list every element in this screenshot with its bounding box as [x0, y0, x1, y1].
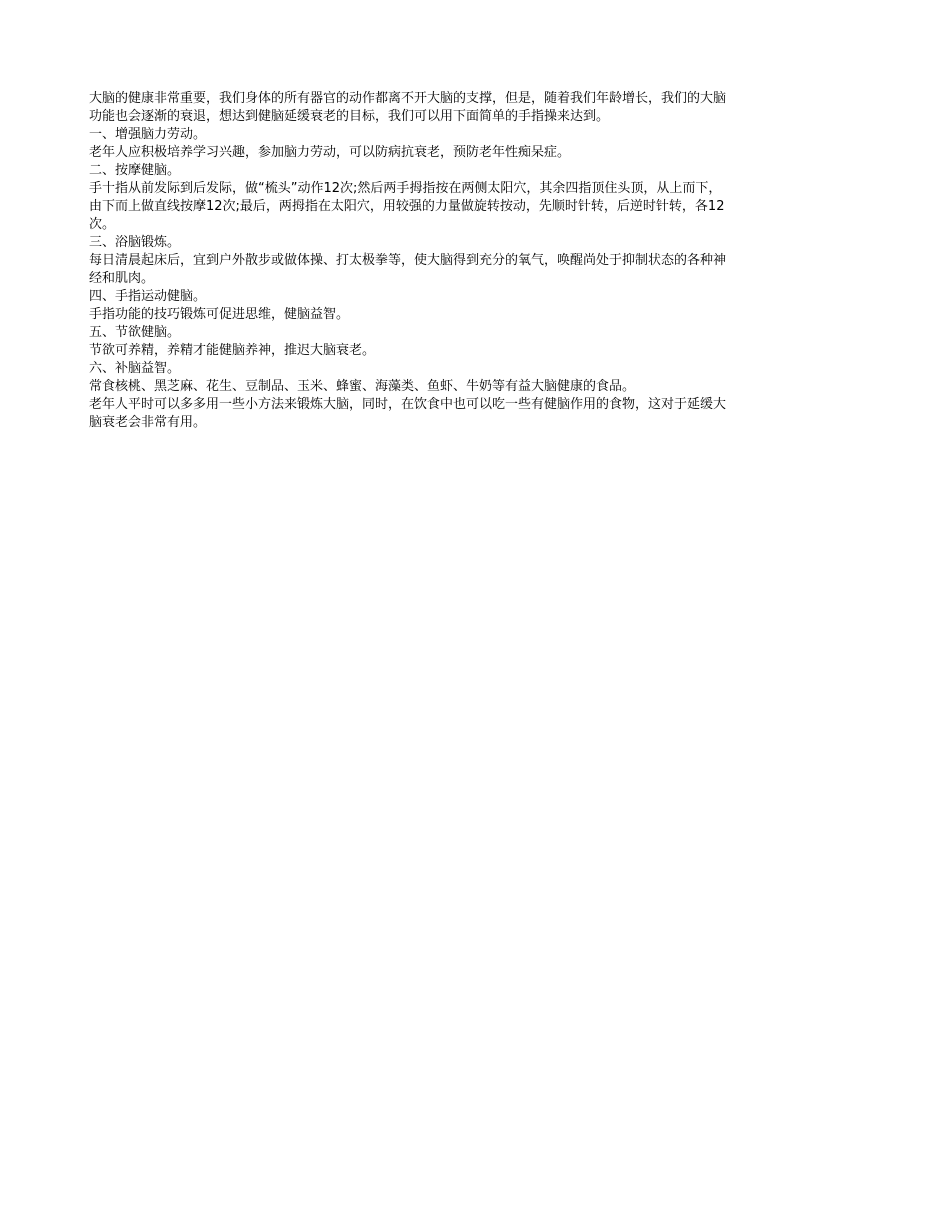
text-line: 由下而上做直线按摩12次;最后，两拇指在太阳穴，用较强的力量做旋转按动，先顺时针转，后逆时针转，各12 [89, 199, 725, 214]
section-body-5 [89, 342, 861, 360]
text-line: 手指功能的技巧锻炼可促进思维，健脑益智。 [89, 307, 350, 322]
text-line: 手十指从前发际到后发际，做“梳头”动作12次;然后两手拇指按在两侧太阳穴，其余四指顶住头顶，从上而下， [89, 181, 722, 196]
section-heading-2 [89, 162, 861, 180]
text-line: 节欲可养精，养精才能健脑养神，推迟大脑衰老。 [89, 343, 376, 358]
section-heading-4 [89, 288, 861, 306]
section-heading-3 [89, 234, 861, 252]
heading-line: 一、增强脑力劳动。 [89, 127, 207, 142]
intro-paragraph [89, 90, 861, 126]
heading-line: 四、手指运动健脑。 [89, 289, 207, 304]
section-heading-6 [89, 360, 861, 378]
section-body-6 [89, 378, 861, 396]
text-line: 老年人应积极培养学习兴趣，参加脑力劳动，可以防病抗衰老，预防老年性痴呆症。 [89, 145, 571, 160]
text-line: 每日清晨起床后，宜到户外散步或做体操、打太极拳等，使大脑得到充分的氧气，唤醒尚处于抑制状态的各种神 [89, 253, 727, 268]
document-body [89, 90, 861, 432]
text-line: 常食核桃、黑芝麻、花生、豆制品、玉米、蜂蜜、海藻类、鱼虾、牛奶等有益大脑健康的食品。 [89, 379, 636, 394]
text-line: 大脑的健康非常重要，我们身体的所有器官的动作都离不开大脑的支撑，但是，随着我们年龄增长，我们的大脑 [89, 91, 727, 106]
text-line: 老年人平时可以多多用一些小方法来锻炼大脑，同时，在饮食中也可以吃一些有健脑作用的食物，这对于延缓大 [89, 397, 727, 412]
conclusion-paragraph [89, 396, 861, 432]
heading-line: 二、按摩健脑。 [89, 163, 181, 178]
text-line: 次。 [89, 217, 116, 232]
text-line: 脑衰老会非常有用。 [89, 415, 207, 430]
heading-line: 六、补脑益智。 [89, 361, 181, 376]
section-body-1 [89, 144, 861, 162]
section-body-2 [89, 180, 861, 234]
section-body-4 [89, 306, 861, 324]
heading-line: 三、浴脑锻炼。 [89, 235, 181, 250]
heading-line: 五、节欲健脑。 [89, 325, 181, 340]
section-heading-1 [89, 126, 861, 144]
section-heading-5 [89, 324, 861, 342]
section-body-3 [89, 252, 861, 288]
text-line: 经和肌肉。 [89, 271, 155, 286]
text-line: 功能也会逐渐的衰退，想达到健脑延缓衰老的目标，我们可以用下面简单的手指操来达到。 [89, 109, 610, 124]
